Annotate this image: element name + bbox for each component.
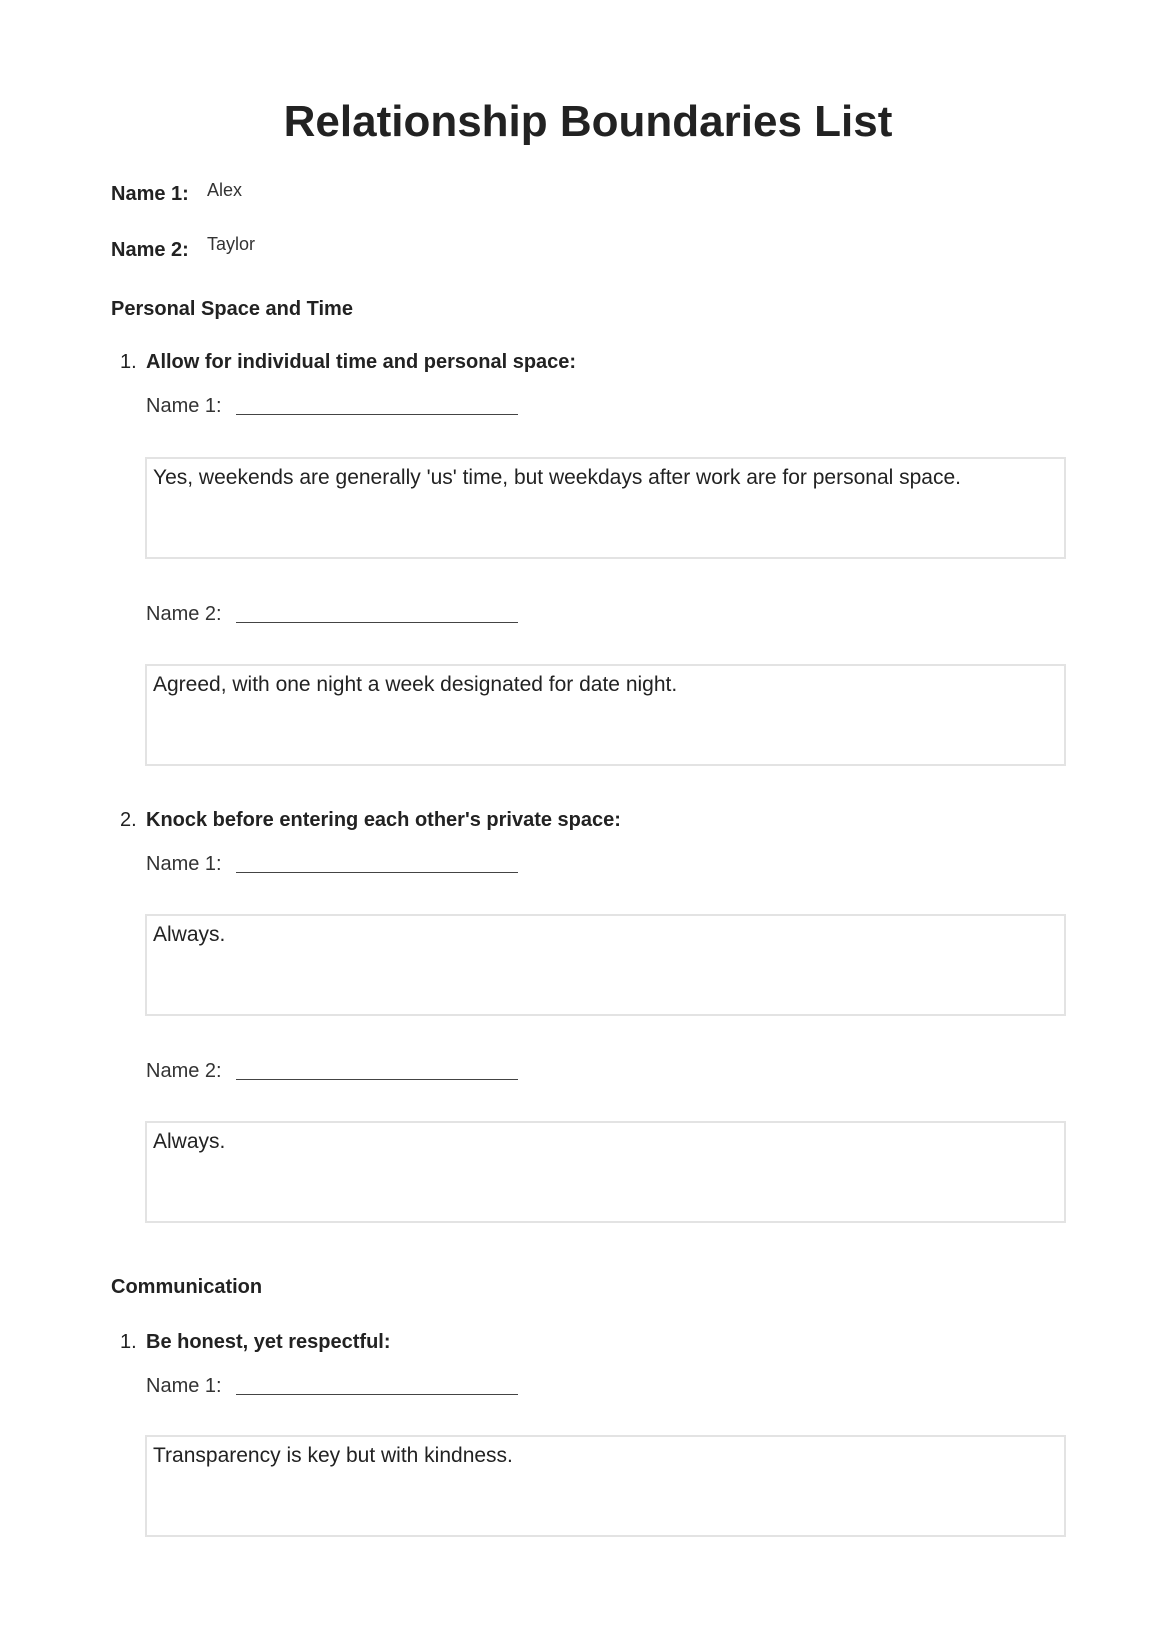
item-name1-line[interactable]: [236, 872, 518, 873]
item-name2-label: Name 2:: [146, 603, 222, 625]
item-text: Be honest, yet respectful:: [146, 1331, 391, 1353]
item-text: Allow for individual time and personal space:: [146, 351, 577, 373]
name2-label: Name 2:: [111, 239, 189, 261]
item-name2-line[interactable]: [236, 622, 518, 623]
item-name1-line[interactable]: [236, 1394, 518, 1395]
section-heading-personal-space: Personal Space and Time: [111, 298, 353, 320]
item-name2-answer[interactable]: Always.: [145, 1121, 1066, 1223]
name1-value[interactable]: Alex: [207, 180, 243, 200]
item-name1-label: Name 1:: [146, 395, 222, 417]
name1-label: Name 1:: [111, 183, 189, 205]
item-number: 1.: [120, 1331, 137, 1353]
item-name1-line[interactable]: [236, 414, 518, 415]
item-name2-line[interactable]: [236, 1079, 518, 1080]
item-name1-answer[interactable]: Yes, weekends are generally 'us' time, but weekdays after work are for personal space.: [145, 457, 1066, 559]
page-title: Relationship Boundaries List: [283, 97, 893, 146]
section-heading-communication: Communication: [111, 1276, 263, 1298]
item-number: 2.: [120, 809, 137, 831]
item-name2-answer[interactable]: Agreed, with one night a week designated for date night.: [145, 664, 1066, 766]
item-name1-answer[interactable]: Always.: [145, 914, 1066, 1016]
item-name2-label: Name 2:: [146, 1060, 222, 1082]
item-number: 1.: [120, 351, 137, 373]
item-name1-answer[interactable]: Transparency is key but with kindness.: [145, 1435, 1066, 1537]
name2-value[interactable]: Taylor: [207, 234, 256, 254]
item-name1-label: Name 1:: [146, 1375, 222, 1397]
item-name1-label: Name 1:: [146, 853, 222, 875]
item-text: Knock before entering each other's private space:: [146, 809, 621, 831]
